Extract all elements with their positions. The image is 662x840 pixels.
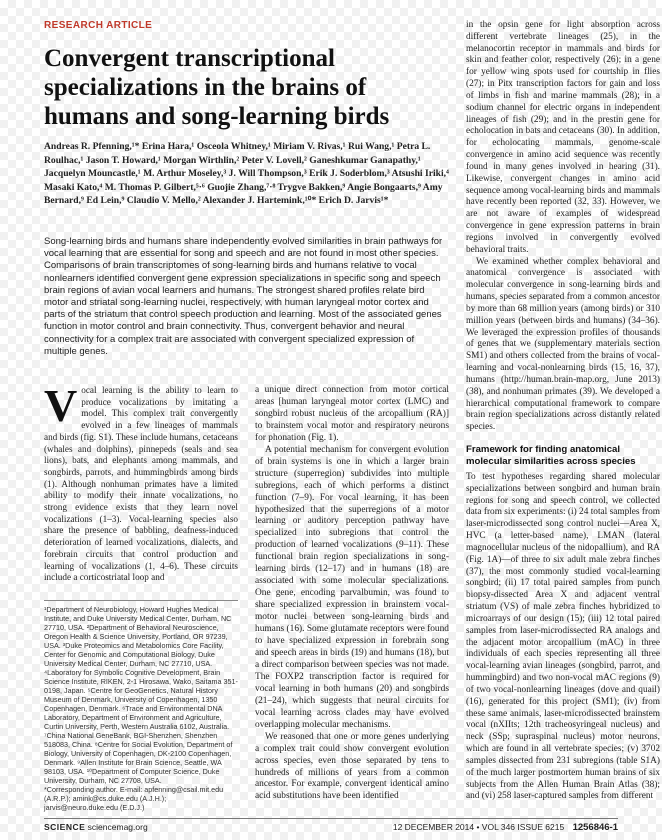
section-heading: Framework for finding anatomical molecular similarities across species — [466, 443, 636, 467]
intro-paragraph — [44, 380, 238, 584]
issue-info: 12 DECEMBER 2014 • VOL 346 ISSUE 6215 — [392, 822, 565, 832]
affiliations-footnote: ¹Department of Neurobiology, Howard Hughes Medical Institute, and Duke University Medical Center, Durham, NC 27710, USA. ²Department of Behavioral Neuroscience, Oregon Health & Science University, Portland, OR 97239, USA. ³Duke Proteomics and Metabolomics Core Facility, Center for Genomic and Computational Biology, Duke University Medical Center, Durham, NC 27710, USA. ⁴Laboratory for Symbolic Cognitive Development, Brain Science Institute, RIKEN, 2-1 Hirosawa, Wako, Saitama 351-0198, Japan. ⁵Centre for GeoGenetics, Natural History Museum of Denmark, University of Copenhagen, 1350 Copenhagen, Denmark. ⁶Trace and Environmental DNA Laboratory, Department of Environment and Agriculture, Curtin University, Perth, Western Australia 6102, Australia. ⁷China National GeneBank, BGI-Shenzhen, Shenzhen 518083, China. ⁸Centre for Social Evolution, Department of Biology, University of Copenhagen, DK-2100 Copenhagen, Denmark. ⁹Allen Institute for Brain Science, Seattle, WA 98103, USA. ¹⁰Department of Computer Science, Duke University, Durham, NC 27708, USA. *Corresponding author. E-mail: apfenning@csail.mit.edu (A.R.P.); amink@cs.duke.edu (A.J.H.); jarvis@neuro.duke.edu (E.D.J.) — [44, 600, 238, 812]
article-title: Convergent transcriptional specializations in the brains of humans and song-learning birds — [44, 45, 390, 130]
journal-site[interactable]: sciencemag.org — [87, 822, 148, 832]
paragraph: a unique direct connection from motor cortical areas [human laryngeal motor cortex (LMC) and songbird robust nucleus of the arcopallium (RA)] to brainstem vocal motor and respiratory neurons for phonation (Fig. 1). — [255, 385, 449, 443]
paragraph: To test hypotheses regarding shared molecular specializations between songbird and human brain regions for song and speech control, we collected data from six experiments: (i) 24 total samples from laser-microdissected song control nuclei—Area X, HVC (a letter-based name), LMAN (lateral magnocellular nucleus of the nidopallium), and RA (Fig. 1A)—of three to six adult male zebra finches (37), the most commonly studied vocal-learning songbird; (ii) 17 total paired samples from punch biopsy-dissected Area X and adjacent ventral striatum (VS) of male zebra finches hybridized to microarrays of our design (15); (iii) 12 total paired samples from laser-microdissected RA analogs and the adjacent motor arcopallium (mAC) in three individuals of each species representing all three vocal-learning avian lineages (songbird, parrot, and hummingbird) and two non-vocal mAC regions (9) of two vocal-nonlearning lineages (dove and quail) (16), generated for this project (SM1); (iv) from these same animals, laser-microdissected brainstem vocal (nXIIts; 12th tracheosyringeal nucleus) and neck (SSp; supraspinal nucleus) motor neurons, which are found in all vertebrate species; (v) 3702 samples dissected from 231 subregions (table S1A) of the much larger postmortem human brains of six subjects from the Allen Human Brain Atlas (38); and (vi) 258 laser-captured samples from different — [466, 471, 660, 802]
paragraph: A potential mechanism for convergent evolution of brain systems is one in which a larger brain structure (superregion) subdivides into multiple subregions, each of which performs a distinct function (7–9). For vocal learning, it has been hypothesized that the superregions of a motor learning or auditory perception pathway have specialized into subregions that control the production of learned vocalizations (9–11). These functional brain region specializations in song-learning birds (12–17) and in humans (18) are associated with some molecular specializations. One gene, encoding parvalbumin, was found to share specialized expression in brainstem vocal-motor nuclei between song-learning birds and humans (16). Some glutamate receptors were found to have specialized expression in forebrain song and speech areas in birds (19) and humans (18), but a direct comparison between species was not made. The FOXP2 transcription factor is required for vocal learning in both humans (20) and songbirds (21–24), which suggests that neural circuits for vocal learning across clades may have evolved overlapping molecular mechanisms. — [255, 444, 449, 730]
journal-name: SCIENCE — [44, 822, 86, 832]
author-list: Andreas R. Pfenning,¹* Erina Hara,¹ Osceola Whitney,¹ Miriam V. Rivas,¹ Rui Wang,¹ Petra L. Roulhac,¹ Jason T. Howard,¹ Morgan Wirthlin,² Peter V. Lovell,² Ganeshkumar Ganapathy,¹ Jacquelyn Mouncastle,¹ M. Arthur Moseley,³ J. Will Thompson,³ Erik J. Soderblom,³ Atsushi Iriki,⁴ Masaki Kato,⁴ M. Thomas P. Gilbert,⁵·⁶ Guojie Zhang,⁷·⁸ Trygve Bakken,⁹ Angie Bongaarts,⁹ Amy Bernard,⁹ Ed Lein,⁹ Claudio V. Mello,² Alexander J. Hartemink,¹⁰* Erich D. Jarvis¹* — [44, 141, 449, 207]
page-footer — [44, 818, 618, 833]
body-column-2 — [255, 385, 449, 803]
paragraph: in the opsin gene for light absorption across different vertebrate lineages (25), in the melanocortin receptor in mammals and birds for skin and feather color, respectively (26); in a gene for yellow wing spots used for courtship in flies (27); in Pitx transcription factors for gain and loss of limbs in fish and marine mammals (28); in a sodium channel for electric organs in independent lineages of fish (29); and in the prestin gene for echolocation in bats and cetaceans (30). In addition, for echolocating mammals, genome-scale convergence in amino acid sequence was recently found in many genes involved in hearing (31). Likewise, convergent changes in amino acid sequence among vocal-learning birds and mammals have recently been reported (32, 33). However, we are not aware of examples of widespread convergence in gene expression patterns in brain regions involved in convergently evolved behavioral traits. — [466, 20, 660, 255]
body-column-1 — [44, 380, 238, 584]
footer-journal — [44, 822, 148, 832]
paragraph: We reasoned that one or more genes underlying a complex trait could show convergent evolution across species, even those separated by tens to hundreds of millions of years from a common ancestor. For example, convergent identical amino acid substitutions have been identified — [255, 731, 449, 802]
footer-issue — [393, 822, 618, 833]
intro-text: ocal learning is the ability to learn to produce vocalizations by imitating a model. This complex trait convergently evolved in a few lineages of mammals and birds (fig. S1). These include humans, cetaceans (whales and dolphins), pinnepeds (seals and sea lions), bats, and elephants among mammals, and songbirds, parrots, and hummingbirds among birds (1). Although nonhuman primates have a limited ability to modify their innate vocalizations, no strong evidence exists that they learn novel vocalizations (1–3). Vocal-learning species also share the presence of babbling, deafness-induced deterioration of learned vocalizations, dialects, and forebrain circuits that control production and learning of vocalizations (1, 4–6). These circuits include a corticostriatal loop and — [44, 385, 238, 583]
drop-cap: V — [44, 380, 78, 431]
abstract: Song-learning birds and humans share independently evolved similarities in brain pathways for vocal learning that are essential for song and speech and are not found in most other species. Comparisons of brain transcriptomes of song-learning birds and humans relative to vocal nonlearners identified convergent gene expression specializations in specific song and speech brain regions of avian vocal learners and humans. The strongest shared profiles relate bird motor and striatal song-learning nuclei, respectively, with human laryngeal motor cortex and parts of the striatum that control speech production and learning. Most of the associated genes function in motor control and brain connectivity. Thus, convergent behavior and neural connectivity for a complex trait are associated with convergent specialized expression of multiple genes. — [44, 236, 443, 357]
page-id: 1256846-1 — [572, 822, 618, 833]
article-kicker: RESEARCH ARTICLE — [44, 20, 153, 31]
body-column-3 — [466, 20, 660, 803]
paragraph: We examined whether complex behavioral and anatomical convergence is associated with molecular convergence in song-learning birds and humans, species separated from a common ancestor by more than 68 million years (among birds) or 310 million years (between birds and humans) (34–36). We leveraged the expression profiles of thousands of genes that we (supplementary materials section SM1) and others collected from the brains of vocal-learning and vocal-nonlearning birds (15, 16, 37), humans (http://human.brain-map.org, June 2013) (38), and nonhuman primates (39). We developed a hierarchical computational framework to compare brain region specializations across distantly related species. — [466, 256, 660, 433]
